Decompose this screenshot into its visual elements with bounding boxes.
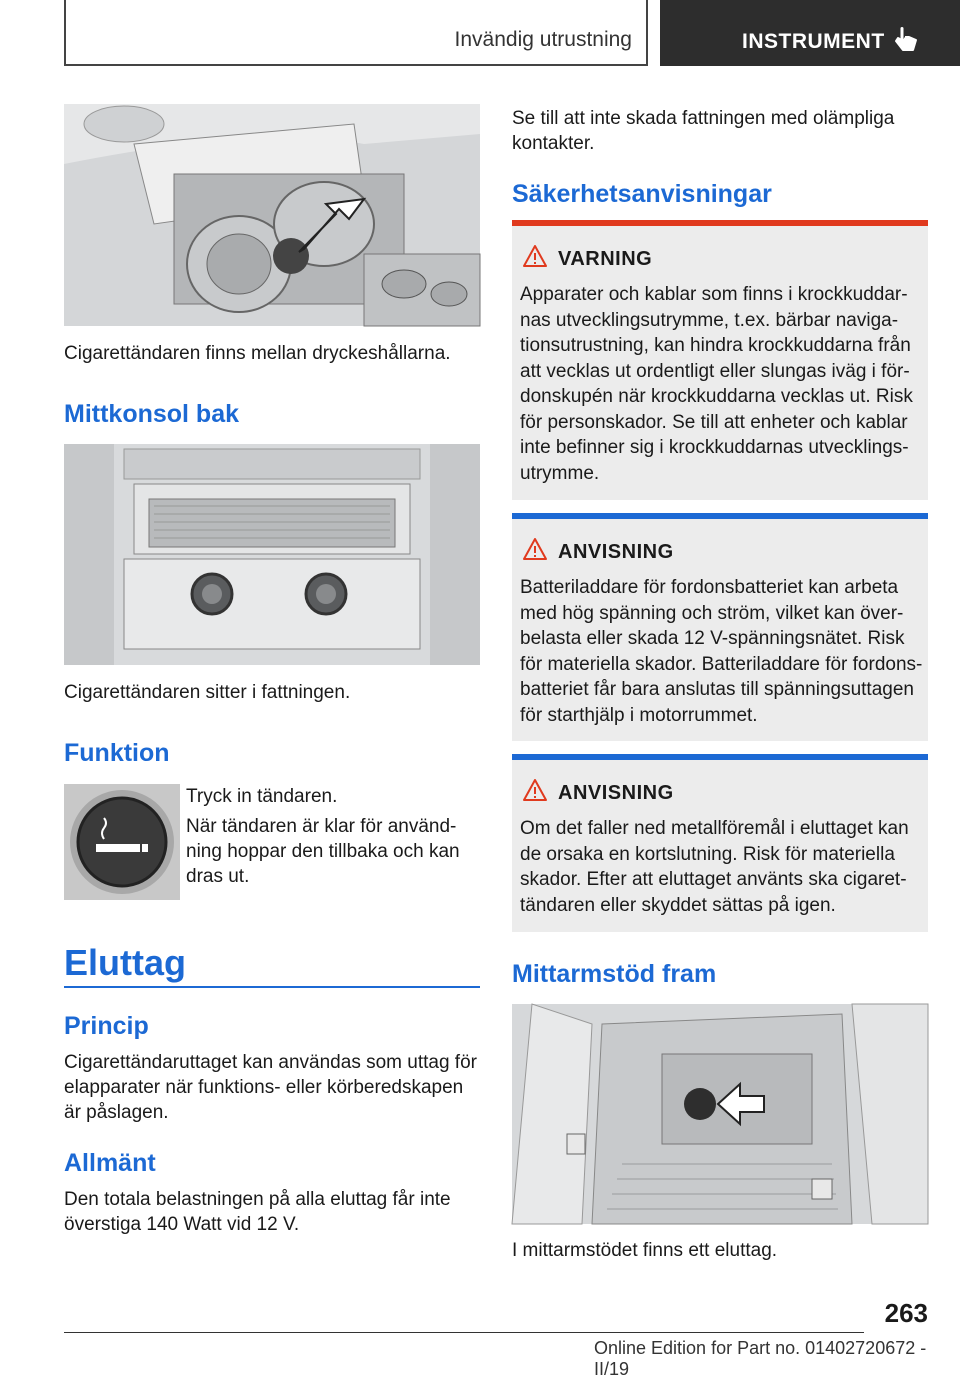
function-heading: Funktion bbox=[64, 739, 170, 767]
notice-bar bbox=[512, 754, 928, 760]
image2-caption: Cigarettändaren sitter i fattningen. bbox=[64, 682, 351, 703]
rear-console-illustration bbox=[64, 444, 480, 665]
footer-rule bbox=[64, 1332, 864, 1333]
warning-box bbox=[512, 220, 928, 500]
footer-edition: Online Edition for Part no. 01402720672 - II/19 bbox=[594, 1338, 927, 1379]
allmant-text: Den totala belastningen på alla eluttag får inte överstiga 140 Watt vid 12 V. bbox=[64, 1189, 451, 1235]
warning-title: VARNING bbox=[558, 248, 653, 270]
cigarette-lighter-button-illustration bbox=[64, 784, 180, 900]
header-section-title: Invändig utrustning bbox=[454, 28, 632, 51]
notice-bar bbox=[512, 513, 928, 519]
armrest-illustration bbox=[512, 1004, 928, 1224]
eluttag-heading: Eluttag bbox=[64, 942, 186, 983]
function-step-2: När tändaren är klar för använd-ning hoppar den tillbaka och kan dras ut. bbox=[186, 816, 460, 887]
header-chapter-label: INSTRUMENT bbox=[742, 30, 885, 53]
touch-hand-icon bbox=[894, 26, 918, 54]
armrest-heading: Mittarmstöd fram bbox=[512, 960, 717, 988]
allmant-heading: Allmänt bbox=[64, 1149, 156, 1177]
warning-triangle-icon bbox=[522, 778, 548, 802]
princip-heading: Princip bbox=[64, 1012, 149, 1040]
notice-title: ANVISNING bbox=[558, 541, 674, 563]
function-step-1: Tryck in tändaren. bbox=[186, 786, 338, 807]
rear-console-heading: Mittkonsol bak bbox=[64, 400, 240, 428]
warning-triangle-icon bbox=[522, 537, 548, 561]
page-number: 263 bbox=[884, 1298, 928, 1328]
safety-heading: Säkerhetsanvisningar bbox=[512, 180, 772, 208]
cigarette-lighter-icon bbox=[64, 784, 180, 900]
princip-text: Cigarettändaruttaget kan användas som uttag för elapparater när funktions- eller körberedskapen är påslagen. bbox=[64, 1052, 477, 1123]
warning-text: Apparater och kablar som finns i krockkuddar-nas utvecklingsutrymme, t.ex. bärbar naviga-tionsutrustning, kan hindra krockkuddarna från att vecklas ut ordentligt eller slungas iväg i för-donskupén när krockkuddarna vecklas ut. Risk för personskador. Se till att enheter och kablar inte befinner sig i krockkuddarnas utvecklings-utrymme. bbox=[520, 284, 913, 484]
eluttag-rule bbox=[64, 986, 480, 988]
notice-box-2 bbox=[512, 754, 928, 932]
notice-text: Batteriladdare för fordonsbatteriet kan arbeta med hög spänning och ström, vilket kan över-belasta eller skada 12 V-spänningsnätet. Risk för materiella skador. Batteriladdare för fordons-batteriet får bara anslutas till spänningsuttagen för starthjälp i motorrummet. bbox=[520, 577, 923, 726]
intro-text: Se till att inte skada fattningen med olämpliga kontakter. bbox=[512, 108, 895, 154]
notice-text: Om det faller ned metallföremål i eluttaget kan de orsaka en kortslutning. Risk för materiella skador. Efter att eluttaget använts ska cigaret-tändaren eller skyddet sättas på igen. bbox=[520, 818, 909, 916]
warning-triangle-icon bbox=[522, 244, 548, 268]
image1-caption: Cigarettändaren finns mellan dryckeshållarna. bbox=[64, 343, 451, 364]
header-chapter-tab[interactable] bbox=[660, 0, 960, 66]
image3-caption: I mittarmstödet finns ett eluttag. bbox=[512, 1240, 778, 1261]
console-cupholder-illustration bbox=[64, 104, 480, 326]
warning-bar bbox=[512, 220, 928, 226]
notice-box-1 bbox=[512, 513, 928, 741]
header-section-box bbox=[64, 0, 648, 66]
notice-title: ANVISNING bbox=[558, 782, 674, 804]
